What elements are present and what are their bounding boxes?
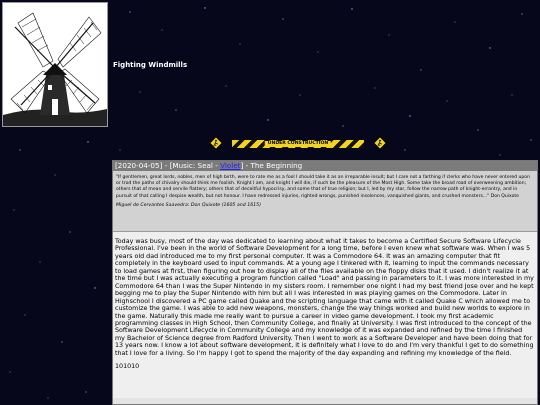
quote-attribution: Miguel de Cervantes Saavedra: Don Quixote (1605 and 1615) [116,202,261,208]
post-body [113,232,537,398]
post-music-prefix: [Music: Seal - [169,161,221,170]
post-music-suffix: ] [240,161,244,170]
blog-post [112,160,538,405]
site-logo[interactable] [2,2,108,127]
quote-text: "If gentlemen, great lords, nobles, men of high birth, were to rate me as a fool I should take it as an irreparable insult; but I care not a farthing if clerks who have never entered upon or trod the paths of chivalry should think me foolish. Knight I am, and knight I will die, if such be the pleasure of the Most High. Some take the broad road of overweening ambition; others that of mean and servile flattery; others that of deceitful hypocrisy, and some that of true religion; but I, led by my star, follow the narrow path of knight-errantry, and in pursuit of that calling I despise wealth, but not honour. I have redressed injuries, righted wrongs, punished insolences, vanquished giants, and crushed monsters..." Don Quixote [116,175,530,199]
under-construction-label: UNDER CONSTRUCTION [265,141,331,147]
post-signature: 101010 [115,363,140,371]
music-link[interactable]: Violet [220,161,241,170]
construction-sign-icon [374,137,386,149]
post-body-text: Today was busy, most of the day was dedicated to learning about what it takes to become a Certified Secure Software Lifecycle Professional. I've been in the world of Software Development for a long time, before I even knew what software was. When I was 5 years old dad introduced me to my first personal computer. It was a Commodore 64. It was an amazing computer that fit completely in the keyboard used to input commands. At a young age I tinkered with it, learning to input the commands necessary to load games at first, then figuring out how to display all of the files available on the floppy disks that it used. I didn't realize it at the time but I was actually executing a program function called "Load" and passing in parameters to it. I was more interested in my Commodore 64 than I was the Super Nintendo in my sisters room. I remember one night I had my best friend Jose over and he kept begging me to play the Super Nintendo with him but all I was interested in was playing games on the Commodore. Later in Highschool I discovered a PC game called Quake and the scripting language that came with it called Quake C which allowed me to customize the game. I was able to add new weapons, monsters, change the way things worked and build new worlds to explore in the game. Naturally this made me really want to pursue a career in video game development. I took my first academic programming classes in High School, then Community College, and finally at University. I was first introduced to the concept of the Software Development Lifecycle in Community College and my knowledge of it was expanded and refined by the time I finished my Bachelor of Science degree from Radford University. Then I went to work as a Software Developer and have been doing that for 13 years now. I know a lot about software development, it is definitely what I love to do and I'm very thankful I get to do something that I love for a living. So I'm happy I got to spend the majority of the day expanding and refining my knowledge of the field. [115,238,534,357]
windmill-logo-icon [3,3,107,126]
post-header [113,161,537,171]
construction-stripe-bar [232,140,364,148]
header-separator: - [243,161,251,170]
site-title[interactable]: Fighting Windmills [113,61,188,69]
header-separator: - [162,161,170,170]
post-title: The Beginning [250,161,303,170]
under-construction-banner [210,137,388,151]
quote-block [113,171,537,232]
post-date: [2020-04-05] [115,161,163,170]
construction-sign-icon [210,137,222,149]
